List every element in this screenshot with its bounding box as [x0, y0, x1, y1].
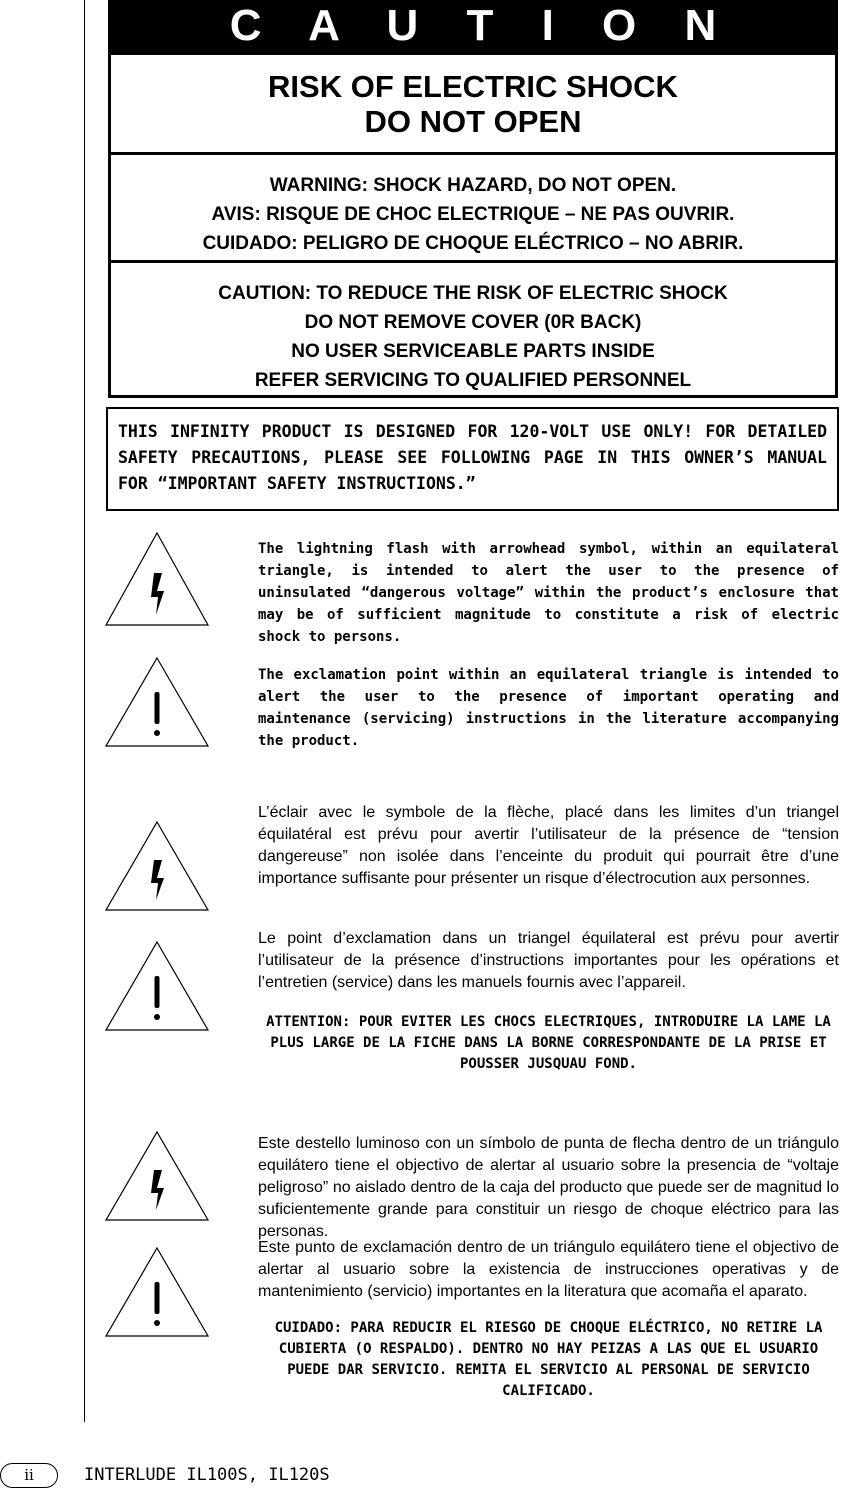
spanish-exclamation-text: Este punto de exclamación dentro de un triángulo equilátero tiene el objectivo de alertar al usuario sobre la existencia de instrucciones operativas y de mantenimiento (servicio) importantes en la literatura que acomaña el aparato.: [258, 1239, 839, 1300]
voltage-notice: THIS INFINITY PRODUCT IS DESIGNED FOR 120-VOLT USE ONLY! FOR DETAILED SAFETY PRECAUTIONS, PLEASE SEE FOLLOWING PAGE IN THIS OWNER’S MANUAL FOR “IMPORTANT SAFETY INSTRUCTIONS.”: [106, 407, 839, 511]
exclamation-triangle-icon: [104, 656, 210, 748]
lightning-triangle-icon: [104, 531, 210, 627]
warning-line: WARNING: SHOCK HAZARD, DO NOT OPEN.: [269, 175, 677, 196]
risk-section: [111, 52, 835, 152]
risk-line: DO NOT OPEN: [364, 104, 582, 139]
caution-heading: C A U T I O N: [111, 0, 835, 52]
english-lightning-text: The lightning flash with arrowhead symbol, within an equilateral triangle, is intended to alert the user to the presence of uninsulated “dangerous voltage” within the product’s enclosure that may be of sufficient magnitude to constitute a risk of electric shock to persons.: [258, 541, 839, 645]
margin-rule: [84, 0, 85, 1422]
warning-section: [111, 152, 835, 260]
warning-line: CUIDADO: PELIGRO DE CHOQUE ELÉCTRICO – NO ABRIR.: [202, 233, 744, 254]
page-number: ii: [0, 1463, 58, 1488]
caution-line: NO USER SERVICEABLE PARTS INSIDE: [291, 341, 655, 362]
caution-section: [111, 260, 835, 395]
spanish-lightning-text: Este destello luminoso con un símbolo de punta de flecha dentro de un triángulo equilátero tiene el objectivo de alertar al usuario sobre la presencia de “voltaje peligroso” no aislado dentro de la caja del producto que puede ser de magnitud lo suficientemente grande para constituir un riesgo de choque eléctrico para las personas.: [258, 1135, 839, 1240]
french-attention-text: ATTENTION: POUR EVITER LES CHOCS ELECTRIQUES, INTRODUIRE LA LAME LA PLUS LARGE DE LA FICHE DANS LA BORNE CORRESPONDANTE DE LA PRISE ET POUSSER JUSQUAU FOND.: [266, 1014, 831, 1072]
french-lightning-text: L’éclair avec le symbole de la flèche, placé dans les limites d’un triangel équilatéral est prévu pour avertir l’utilisateur de la présence de “tension dangereuse” non isolée dans l’enceinte du produit qui pourrait être d’une importance suffisante pour présenter un risque d’électrocution aux personnes.: [258, 804, 839, 887]
french-exclamation-text: Le point d’exclamation dans un triangel équilateral est prévu pour avertir l’utilisateur de la présence d’instructions importantes pour les opérations et l’entretien (service) dans les manuels fournis avec l’appareil.: [258, 930, 839, 991]
english-exclamation-text: The exclamation point within an equilateral triangle is intended to alert the user to the presence of important operating and maintenance (servicing) instructions in the literature accompanying the product.: [258, 667, 839, 749]
spanish-cuidado-text: CUIDADO: PARA REDUCIR EL RIESGO DE CHOQUE ELÉCTRICO, NO RETIRE LA CUBIERTA (O RESPALDO). DENTRO NO HAY PEIZAS A LAS QUE EL USUARIO PUEDE DAR SERVICIO. REMITA EL SERVICIO AL PERSONAL DE SERVICIO CALIFICADO.: [274, 1320, 823, 1399]
footer-title: INTERLUDE IL100S, IL120S: [84, 1465, 330, 1485]
risk-line: RISK OF ELECTRIC SHOCK: [268, 69, 678, 104]
caution-label-box: [108, 0, 838, 398]
exclamation-triangle-icon: [104, 940, 210, 1032]
lightning-triangle-icon: [104, 820, 210, 912]
warning-line: AVIS: RISQUE DE CHOC ELECTRIQUE – NE PAS OUVRIR.: [211, 204, 735, 225]
caution-line: CAUTION: TO REDUCE THE RISK OF ELECTRIC SHOCK: [218, 283, 728, 304]
caution-line: DO NOT REMOVE COVER (0R BACK): [304, 312, 642, 333]
exclamation-triangle-icon: [104, 1246, 210, 1338]
lightning-triangle-icon: [104, 1130, 210, 1222]
caution-line: REFER SERVICING TO QUALIFIED PERSONNEL: [254, 370, 692, 391]
